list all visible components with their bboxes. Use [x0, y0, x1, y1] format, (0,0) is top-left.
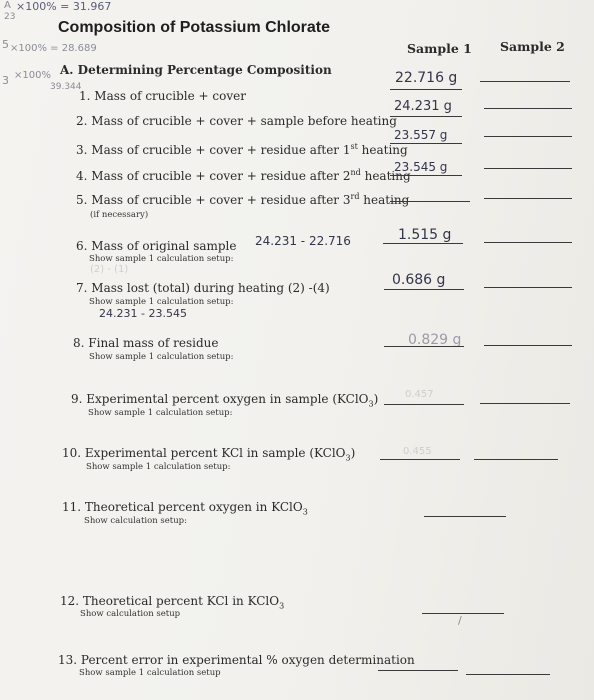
answer-line	[484, 287, 572, 288]
answer-line	[474, 459, 558, 460]
margin-note: 39.344	[50, 82, 82, 92]
pen-mark: /	[458, 614, 462, 627]
item-note: Show calculation setup:	[84, 516, 187, 526]
item-label: 10. Experimental percent KCl in sample (KClO$_3$)	[62, 446, 356, 463]
item-label: 9. Experimental percent oxygen in sample (KClO$_3$)	[71, 392, 379, 409]
margin-note: A	[4, 0, 11, 11]
item-label: 11. Theoretical percent oxygen in KClO$_3$	[62, 500, 308, 517]
answer-line	[390, 175, 462, 176]
column-header-sample-2: Sample 2	[500, 39, 565, 54]
item-label-text: Experimental percent oxygen in sample (KClO$_3$)	[86, 392, 379, 409]
margin-note: ×100% = 28.689	[10, 43, 97, 54]
answer-line	[484, 242, 572, 243]
item-note: Show sample 1 calculation setup	[79, 668, 221, 678]
item-label: 6. Mass of original sample	[76, 239, 237, 253]
answer-line	[384, 346, 464, 347]
answer-line	[390, 116, 462, 117]
item-label: 13. Percent error in experimental % oxygen determination	[58, 653, 415, 667]
margin-note: 3	[2, 74, 9, 87]
item-label-text: Theoretical percent KCl in KClO$_3$	[82, 594, 285, 611]
answer-line	[378, 670, 458, 671]
section-heading: A. Determining Percentage Composition	[60, 63, 332, 77]
answer-line	[484, 198, 572, 199]
margin-note: 5	[2, 38, 9, 51]
item-note: Show sample 1 calculation setup:	[89, 254, 234, 264]
item-note: (if necessary)	[90, 210, 149, 220]
answer-line	[384, 289, 464, 290]
answer-sample1: 22.716 g	[395, 70, 458, 86]
item-note: Show sample 1 calculation setup:	[88, 408, 233, 418]
answer-line	[390, 143, 462, 144]
faded-answer: 0.457	[405, 389, 434, 400]
answer-sample1: 23.545 g	[394, 160, 448, 174]
answer-line	[380, 459, 460, 460]
ghost-mark: (2) - (1)	[90, 264, 129, 275]
answer-line	[383, 243, 463, 244]
answer-line	[484, 108, 572, 109]
answer-sample1: 0.829 g	[408, 332, 462, 348]
item-note: Show sample 1 calculation setup:	[89, 352, 234, 362]
faded-answer: 0.455	[403, 446, 432, 457]
item-label: 8. Final mass of residue	[73, 336, 219, 350]
answer-line	[422, 613, 504, 614]
answer-line	[480, 403, 570, 404]
answer-sample1: 0.686 g	[392, 272, 446, 288]
answer-sample1: 1.515 g	[398, 227, 452, 243]
column-header-sample-1: Sample 1	[407, 41, 472, 56]
setup-work: 24.231 - 23.545	[99, 307, 187, 320]
answer-line	[424, 516, 506, 517]
item-label: 4. Mass of crucible + cover + residue after 2nd heating	[76, 168, 411, 183]
item-label: 5. Mass of crucible + cover + residue after 3rd heating	[76, 192, 410, 207]
item-label: 12. Theoretical percent KCl in KClO$_3$	[60, 594, 285, 611]
item-label-text: Theoretical percent oxygen in KClO$_3$	[84, 500, 308, 517]
answer-line	[484, 168, 572, 169]
answer-line	[480, 81, 570, 82]
setup-work: 24.231 - 22.716	[255, 234, 351, 248]
item-label: 2. Mass of crucible + cover + sample before heating	[76, 114, 397, 128]
item-label: 3. Mass of crucible + cover + residue after 1st heating	[76, 142, 408, 157]
item-label: 1. Mass of crucible + cover	[79, 89, 246, 103]
page-title: Composition of Potassium Chlorate	[58, 19, 331, 36]
answer-sample1: 23.557 g	[394, 128, 448, 142]
item-label: 7. Mass lost (total) during heating (2) -(4)	[76, 281, 330, 295]
answer-sample1: 24.231 g	[394, 99, 452, 114]
answer-line	[484, 345, 572, 346]
answer-line	[484, 136, 572, 137]
item-note: Show calculation setup	[80, 609, 181, 619]
margin-note: 23	[4, 12, 16, 22]
answer-line	[384, 404, 464, 405]
answer-line	[390, 89, 462, 90]
item-note: Show sample 1 calculation setup:	[86, 462, 231, 472]
margin-note: ×100% = 31.967	[16, 0, 112, 13]
item-note: Show sample 1 calculation setup:	[89, 297, 234, 307]
item-label-text: Experimental percent KCl in sample (KClO$_3$)	[84, 446, 356, 463]
margin-note: ×100%	[14, 70, 51, 81]
answer-line	[390, 201, 470, 202]
answer-line	[466, 674, 550, 675]
